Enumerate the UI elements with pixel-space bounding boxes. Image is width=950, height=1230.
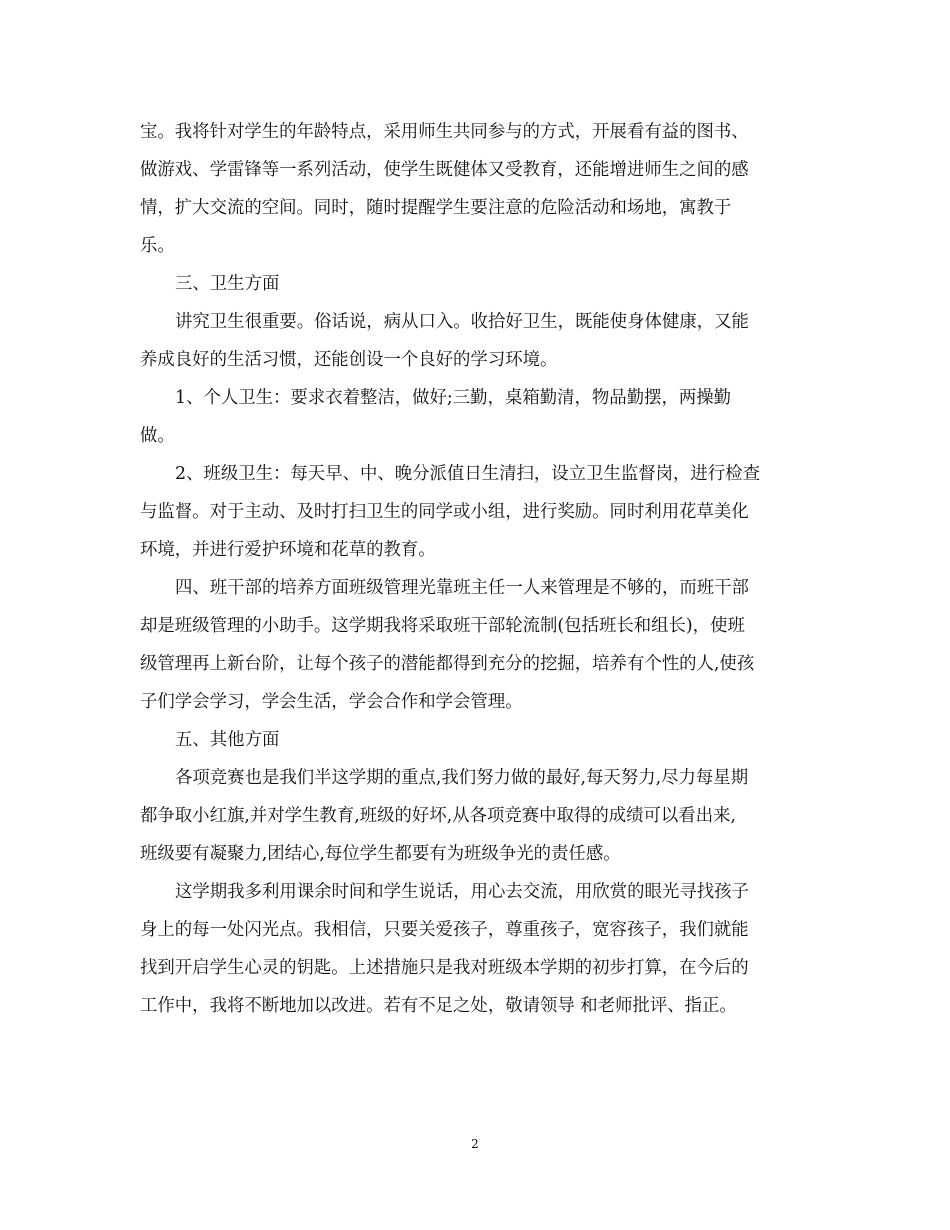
paragraph-line: 乐。 [140,236,175,256]
paragraph-line: 都争取小红旗,并对学生教育,班级的好坏,从各项竞赛中取得的成绩可以看出来, [140,806,737,826]
paragraph-line: 找到开启学生心灵的钥匙。上述措施只是我对班级本学期的初步打算，在今后的 [140,958,749,978]
paragraph-line: 这学期我多利用课余时间和学生说话，用心去交流，用欣赏的眼光寻找孩子 [175,882,749,902]
paragraph-line: 宝。我将针对学生的年龄特点，采用师生共同参与的方式，开展看有益的图书、 [140,122,749,142]
paragraph-line: 子们学会学习，学会生活，学会合作和学会管理。 [140,692,523,712]
section-heading: 三、卫生方面 [175,274,280,294]
paragraph-line: 情，扩大交流的空间。同时，随时提醒学生要注意的危险活动和场地，寓教于 [140,198,732,218]
paragraph-line: 班级要有凝聚力,团结心,每位学生都要有为班级争光的责任感。 [140,844,621,864]
paragraph-line: 工作中，我将不断地加以改进。若有不足之处，敬请领导 和老师批评、指正。 [140,996,737,1016]
paragraph-line: 级管理再上新台阶，让每个孩子的潜能都得到充分的挖掘，培养有个性的人,使孩 [140,654,755,674]
paragraph-line: 环境，并进行爱护环境和花草的教育。 [140,540,436,560]
paragraph-line: 与监督。对于主动、及时打扫卫生的同学或小组，进行奖励。同时利用花草美化 [140,502,749,522]
paragraph-line: 做游戏、学雷锋等一系列活动，使学生既健体又受教育，还能增进师生之间的感 [140,160,749,180]
paragraph-line: 身上的每一处闪光点。我相信，只要关爱孩子，尊重孩子，宽容孩子，我们就能 [140,920,749,940]
paragraph-line: 讲究卫生很重要。俗话说，病从口入。收拾好卫生，既能使身体健康，又能 [175,312,749,332]
section-heading: 五、其他方面 [175,730,280,750]
paragraph-line: 却是班级管理的小助手。这学期我将采取班干部轮流制(包括班长和组长)，使班 [140,616,745,636]
paragraph-line: 各项竞赛也是我们半这学期的重点,我们努力做的最好,每天努力,尽力每星期 [175,768,749,788]
document-body [140,113,815,1025]
paragraph-line: 2、班级卫生：每天早、中、晚分派值日生清扫，设立卫生监督岗，进行检查 [175,464,760,484]
paragraph-line: 1、个人卫生：要求衣着整洁，做好;三勤，桌箱勤清，物品勤摆，两操勤 [175,388,732,408]
section-heading: 四、班干部的培养方面班级管理光靠班主任一人来管理是不够的，而班干部 [175,578,749,598]
paragraph-line: 养成良好的生活习惯，还能创设一个良好的学习环境。 [140,350,558,370]
page-number: 2 [471,1137,479,1151]
paragraph-line: 做。 [140,426,175,446]
